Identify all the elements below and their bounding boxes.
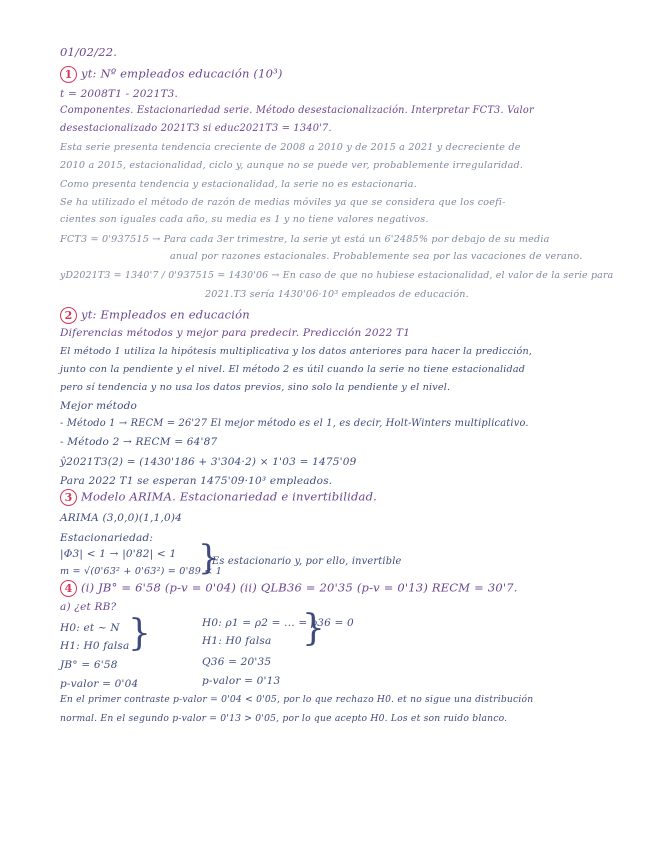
- q2-best-method-label: Mejor método: [60, 400, 138, 412]
- q1-paragraph1-line2: 2010 a 2015, estacionalidad, ciclo y, aunque no se puede ver, probablemente irregularidad.: [60, 160, 524, 171]
- q4-lb-statistic: Q36 = 20'35: [202, 656, 272, 668]
- question-number-4: 4: [60, 580, 77, 597]
- q3-task: Modelo ARIMA. Estacionariedad e invertibilidad.: [81, 489, 377, 504]
- q3-condition1: |Φ3| < 1 → |0'82| < 1: [60, 548, 177, 560]
- q1-deseasonalized-line1: yD2021T3 = 1340'7 / 0'937515 = 1430'06 → En caso de que no hubiese estacionalidad, el valor de la serie para: [60, 270, 614, 281]
- q2-conclusion: Para 2022 T1 se esperan 1475'09·10³ empleados.: [60, 475, 333, 487]
- q1-paragraph1-line1: Esta serie presenta tendencia creciente de 2008 a 2010 y de 2015 a 2021 y decreciente de: [60, 142, 521, 153]
- q2-prediction-formula: ŷ2021T3(2) = (1430'186 + 3'304·2) × 1'03 = 1475'09: [60, 456, 357, 468]
- q2-paragraph-line2: junto con la pendiente y el nivel. El método 2 es útil cuando la serie no tiene estacionalidad: [60, 364, 526, 375]
- q2-paragraph-line1: El método 1 utiliza la hipótesis multiplicativa y los datos anteriores para hacer la predicción,: [60, 346, 533, 357]
- q4-jb-null-hypothesis: H0: et ~ N: [60, 622, 120, 634]
- q1-paragraph3-line2: cientes son iguales cada año, su media es 1 y no tiene valores negativos.: [60, 214, 429, 225]
- q1-period: t = 2008T1 - 2021T3.: [60, 88, 179, 100]
- question-number-2: 2: [60, 307, 77, 324]
- q3-condition2: m = √(0'63² + 0'63²) = 0'89 < 1: [60, 566, 223, 577]
- question-2-heading: [60, 307, 250, 324]
- q4-statistics: (i) JB° = 6'58 (p-v = 0'04) (ii) QLB36 = 20'35 (p-v = 0'13) RECM = 30'7.: [81, 580, 518, 595]
- q3-model: ARIMA (3,0,0)(1,1,0)4: [60, 512, 183, 524]
- date: 01/02/22.: [60, 45, 118, 59]
- q3-brace: }: [198, 538, 220, 578]
- q4-subquestion: a) ¿et RB?: [60, 601, 117, 613]
- q4-jb-pvalue: p-valor = 0'04: [60, 678, 139, 690]
- q3-stationarity-label: Estacionariedad:: [60, 532, 154, 544]
- q4-lb-alt-hypothesis: H1: H0 falsa: [202, 635, 272, 647]
- q4-conclusion-line2: normal. En el segundo p-valor = 0'13 > 0'05, por lo que acepto H0. Los et son ruido blanco.: [60, 713, 508, 724]
- q4-lb-null-hypothesis: H0: ρ1 = ρ2 = ... = ρ36 = 0: [202, 617, 354, 629]
- q2-paragraph-line3: pero sí tendencia y no usa los datos previos, sino solo la pendiente y el nivel.: [60, 382, 451, 393]
- q2-task: Diferencias métodos y mejor para predecir. Predicción 2022 T1: [60, 327, 411, 339]
- q4-jb-alt-hypothesis: H1: H0 falsa: [60, 640, 130, 652]
- question-1-heading: [60, 66, 283, 83]
- question-number-1: 1: [60, 66, 77, 83]
- q4-jb-statistic: JB° = 6'58: [60, 659, 118, 671]
- q1-seasonal-factor-line2: anual por razones estacionales. Probablemente sea por las vacaciones de verano.: [170, 251, 583, 262]
- q4-lb-brace: }: [302, 608, 325, 649]
- question-number-3: 3: [60, 489, 77, 506]
- q3-conclusion: Es estacionario y, por ello, invertible: [212, 556, 402, 567]
- q2-method2: - Método 2 → RECM = 64'87: [60, 436, 218, 448]
- q1-variable: yt: Nº empleados educación (10³): [81, 66, 283, 81]
- q2-method1: - Método 1 → RECM = 26'27 El mejor método es el 1, es decir, Holt-Winters multiplicativo.: [60, 418, 529, 429]
- q4-lb-pvalue: p-valor = 0'13: [202, 675, 281, 687]
- q1-task-line1: Componentes. Estacionariedad serie. Método desestacionalización. Interpretar FCT3. Valor: [60, 105, 534, 116]
- q1-task-line2: desestacionalizado 2021T3 si educ2021T3 = 1340'7.: [60, 123, 332, 134]
- q2-variable: yt: Empleados en educación: [81, 307, 250, 322]
- q1-deseasonalized-line2: 2021.T3 sería 1430'06·10³ empleados de educación.: [205, 289, 469, 300]
- q1-seasonal-factor-line1: FCT3 = 0'937515 → Para cada 3er trimestre, la serie yt está un 6'2485% por debajo de su media: [60, 234, 550, 245]
- question-4-heading: [60, 580, 518, 597]
- q1-paragraph3-line1: Se ha utilizado el método de razón de medias móviles ya que se considera que los coefi-: [60, 197, 506, 208]
- q4-conclusion-line1: En el primer contraste p-valor = 0'04 < 0'05, por lo que rechazo H0. et no sigue una distribución: [60, 694, 534, 705]
- q1-paragraph2: Como presenta tendencia y estacionalidad, la serie no es estacionaria.: [60, 179, 417, 190]
- q4-jb-brace: }: [128, 613, 151, 654]
- question-3-heading: [60, 489, 377, 506]
